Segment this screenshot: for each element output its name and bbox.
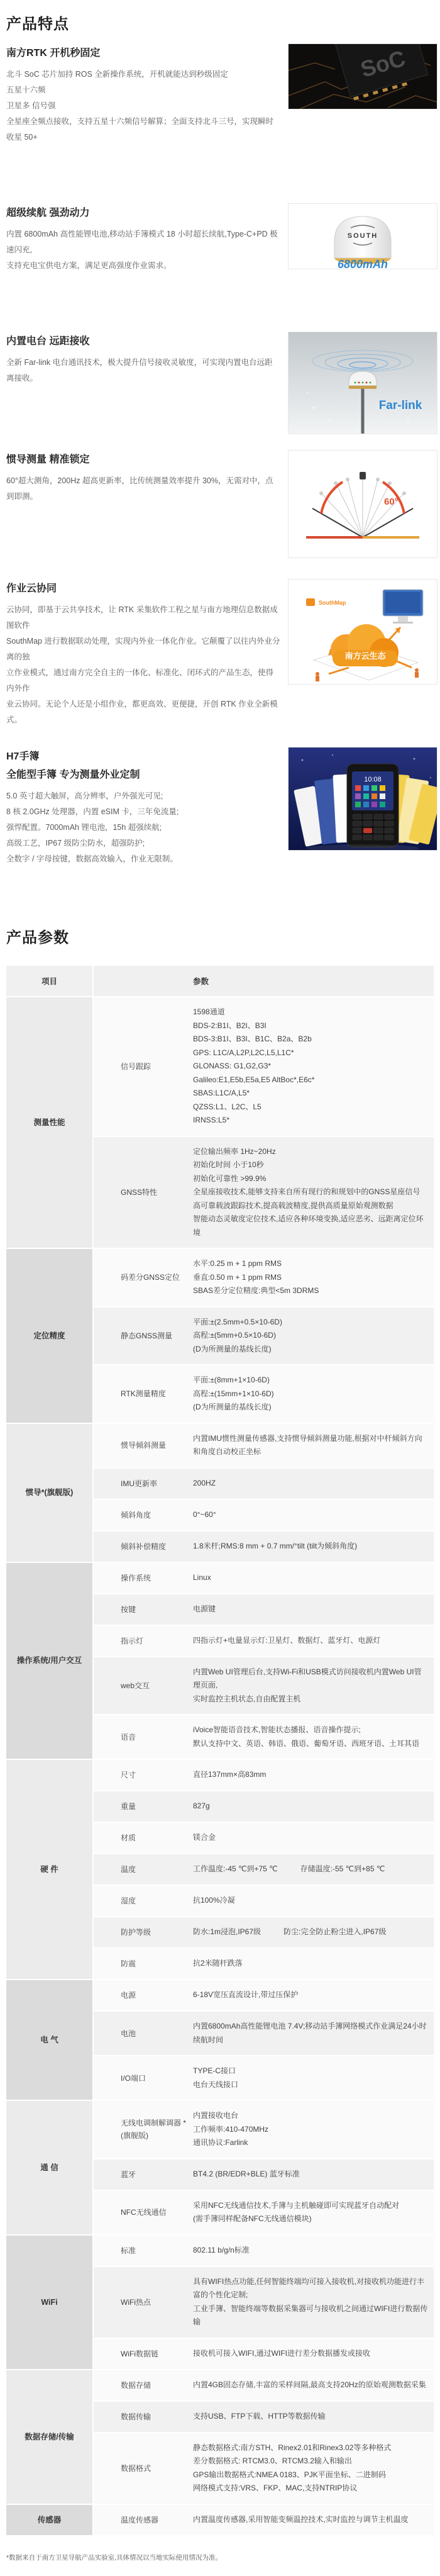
spec-value-line: 内置温度传感器,采用智能变频温控技术,实时监控与调节主机温度 <box>193 2514 409 2524</box>
spec-rows <box>94 1980 434 2100</box>
spec-category-cell: 数据存储/传输 <box>6 2370 92 2504</box>
spec-row-label: 倾斜角度 <box>121 1510 151 1520</box>
spec-rows <box>94 2101 434 2234</box>
spec-group <box>6 1563 434 1759</box>
spec-group <box>6 2101 434 2234</box>
spec-row <box>94 2505 434 2535</box>
spec-value-line: TYPE-C接口 <box>193 2066 236 2075</box>
features-list <box>0 43 440 867</box>
feature-text <box>6 43 280 145</box>
spec-category-cell: 电 气 <box>6 1980 92 2100</box>
spec-row-label: 静态GNSS测量 <box>121 1331 173 1340</box>
feature-body-line: SouthMap 进行数据联动处理，实现内外业一体化作业。它颠覆了以往内外业分离的独 <box>6 637 280 661</box>
feature-body-line: 支持充电宝供电方案，满足更高强度作业需求。 <box>6 261 172 270</box>
spec-value-line: iVoice智能语音技术,智能状态播报、语音操作提示; <box>193 1725 361 1734</box>
spec-row-values <box>193 2064 429 2092</box>
tilt-angle-image <box>289 451 437 557</box>
spec-row-values <box>193 1831 429 1845</box>
spec-row <box>94 1980 434 2010</box>
spec-row-label: WiFi热点 <box>121 2297 151 2307</box>
feature-block <box>6 332 434 434</box>
spec-value-line: GPS输出数据格式:NMEA 0183、PJK平面坐标、二进制码 <box>193 2470 386 2479</box>
spec-row <box>94 1365 434 1423</box>
feature-body-line: 60°超大测角，200Hz 超高更新率，比传统测量效率提升 30%，无需对中，点到即测。 <box>6 476 273 501</box>
feature-text <box>6 579 280 728</box>
spec-row-label: WiFi数据链 <box>121 2349 158 2358</box>
feature-body-line: 五星十六频 <box>6 86 46 94</box>
feature-image-tilt <box>288 450 437 558</box>
svg-text:SoC: SoC <box>357 45 409 82</box>
spec-value-line: SBAS:L1C/A,L5* <box>193 1089 250 1097</box>
spec-row-values <box>193 1988 429 2002</box>
spec-row-label: 数据传输 <box>121 2412 151 2421</box>
spec-row-values <box>193 2244 429 2258</box>
spec-value-line: 静态数据格式:南方STH、Rinex2.01和Rinex3.02等多种格式 <box>193 2443 392 2452</box>
spec-row-values <box>193 2275 429 2329</box>
spec-row-values <box>193 1894 429 1908</box>
spec-value-line: 200HZ <box>193 1478 216 1487</box>
features-section-title: 产品特点 <box>6 16 69 33</box>
spec-value-line: 初始化可靠性 >99.9% <box>193 1173 267 1183</box>
spec-row <box>94 2056 434 2100</box>
spec-row-values <box>193 1862 429 1876</box>
spec-row-values <box>193 2410 429 2424</box>
feature-body-line: 全星座全频点接收，支持五星十六频信号解算；全面支持北斗三号，实现瞬时收星 50+ <box>6 117 274 142</box>
spec-value-line: 定位输出频率 1Hz~20Hz <box>193 1146 276 1156</box>
spec-row-values <box>193 1508 429 1522</box>
feature-text <box>6 450 280 558</box>
spec-group <box>6 1760 434 1979</box>
spec-row-values <box>193 1925 429 1939</box>
feature-body-line: 业云协同。无论个人还是小组作业，都更高效、更便捷，开创 RTK 作业全新模式。 <box>6 700 278 724</box>
spec-row-values <box>193 1540 429 1554</box>
spec-rows <box>94 1249 434 1423</box>
soc-chip-image <box>289 44 437 109</box>
spec-value-line: QZSS:L1、L2C、L5 <box>193 1102 261 1111</box>
spec-value-line: 通讯协议:Farlink <box>193 2138 248 2147</box>
spec-row-values <box>193 1768 429 1782</box>
spec-row-label: 无线电调制解调器 *(旗舰版) <box>121 2119 187 2141</box>
spec-value-line: 0°~60° <box>193 1509 216 1519</box>
spec-table-header <box>6 966 434 996</box>
spec-value-line: SBAS差分定位精度:典型<5m 3DRMS <box>193 1286 319 1295</box>
spec-group <box>6 1980 434 2100</box>
feature-text <box>6 203 280 274</box>
feature-body-line: 全新 Far-link 电台通讯技术，极大提升信号接收灵敏度，可实现内置电台远距离接收。 <box>6 358 273 383</box>
spec-value-line: 电台天线接口 <box>193 2080 239 2089</box>
spec-row-label: 防震 <box>121 1959 136 1968</box>
spec-row <box>94 2236 434 2266</box>
feature-heading: 超级续航 强劲动力 <box>6 208 90 218</box>
spec-row-values <box>193 1374 429 1414</box>
spec-row-values <box>193 2199 429 2226</box>
spec-section <box>6 925 434 2535</box>
spec-row <box>94 1949 434 1979</box>
params-section-title: 产品参数 <box>6 929 69 946</box>
spec-value-line: 内置IMU惯性测量传感器,支持惯导倾斜测量功能,根据对中杆倾斜方向和角度自动校正坐标 <box>193 1433 422 1456</box>
spec-value-line: 电源键 <box>193 1604 216 1613</box>
spec-value-line: BDS-2:B1I、B2I、B3I <box>193 1021 267 1030</box>
spec-value-line: 具有WIFI热点功能,任何智能终端均可接入接收机,对接收机功能进行丰富的个性化定制; <box>193 2276 424 2299</box>
spec-row <box>94 1657 434 1715</box>
spec-row <box>94 2012 434 2055</box>
spec-value-line: 高程:±(15mm+1×10-6D) <box>193 1389 274 1398</box>
spec-value-line: 初始化时间 小于10秒 <box>193 1160 264 1169</box>
feature-body-line: 云协同，即基于云共享技术，让 RTK 采集软件工程之星与南方地理信息数据成图软件 <box>6 605 278 630</box>
spec-category-cell: 操作系统/用户交互 <box>6 1563 92 1759</box>
feature-image-battery <box>288 203 437 269</box>
h7-controller-image <box>289 748 437 850</box>
farlink-radio-image <box>289 332 437 434</box>
svg-text:6800mAh: 6800mAh <box>337 258 388 269</box>
feature-block <box>6 747 434 867</box>
battery-device-image <box>289 204 437 269</box>
spec-row-label: NFC无线通信 <box>121 2208 167 2217</box>
spec-value-line: 6-18V宽压直流设计,带过压保护 <box>193 1990 299 2000</box>
feature-heading: H7手簿 <box>6 751 40 762</box>
spec-group <box>6 2505 434 2535</box>
spec-row <box>94 1563 434 1593</box>
spec-value-line: 智能动态灵敏度定位技术,适应各种环境变换,适应恶劣、远距离定位环境 <box>193 1214 424 1237</box>
feature-body-line: 全数字 / 字母按键，数据高效输入，作业无限制。 <box>6 854 178 863</box>
spec-row-values <box>193 2441 429 2495</box>
feature-text <box>6 332 280 434</box>
spec-rows <box>94 1424 434 1562</box>
spec-value-line: 接收机可接入WIFI,通过WIFI进行差分数据播发或接收 <box>193 2348 370 2358</box>
feature-heading: 惯导测量 精准锁定 <box>6 454 90 465</box>
spec-category-cell: 定位精度 <box>6 1249 92 1423</box>
spec-row-label: 信号跟踪 <box>121 1061 151 1071</box>
spec-value-line: 平面:±(8mm+1×10-6D) <box>193 1375 270 1384</box>
spec-value-line: Linux <box>193 1572 211 1582</box>
spec-group <box>6 2370 434 2504</box>
svg-text:60°: 60° <box>384 496 399 507</box>
spec-row-label: 材质 <box>121 1834 136 1842</box>
feature-block <box>6 203 434 274</box>
feature-body-line: 北斗 SoC 芯片加持 ROS 全新操作系统，开机就能达到秒级固定 <box>6 70 228 79</box>
spec-row <box>94 1823 434 1853</box>
spec-row-label: 重量 <box>121 1802 136 1811</box>
spec-row-label: 温度传感器 <box>121 2515 159 2524</box>
spec-value-line: 高可靠载波跟踪技术,提高载波精度,提供高质量原始观测数据 <box>193 1201 393 1210</box>
spec-row-values <box>193 1316 429 1357</box>
spec-row-values <box>193 2347 429 2361</box>
feature-text <box>6 747 280 867</box>
spec-category-cell: 传感器 <box>6 2505 92 2535</box>
spec-row-values <box>193 1957 429 1971</box>
feature-image-soc <box>288 43 437 109</box>
feature-body-line: 卫星多 信号强 <box>6 101 56 110</box>
spec-row <box>94 1137 434 1248</box>
spec-row <box>94 2370 434 2400</box>
spec-value-line: 抗2米随杆跌落 <box>193 1959 243 1968</box>
feature-body-line: 5.0 英寸超大触屏，高分辨率，户外强光可见; <box>6 792 163 800</box>
spec-row <box>94 997 434 1136</box>
spec-header-item-cell: 项目 <box>6 966 92 996</box>
feature-block <box>6 450 434 558</box>
spec-header-param-cell: 参数 <box>94 966 434 996</box>
spec-row-values <box>193 1257 429 1298</box>
spec-row-label: 蓝牙 <box>121 2170 136 2179</box>
spec-row-label: 码差分GNSS定位 <box>121 1273 180 1282</box>
spec-rows <box>94 2370 434 2504</box>
svg-text:SouthMap: SouthMap <box>319 600 346 606</box>
spec-value-line: 采用NFC无线通信技术,手簿与主机触碰即可实现蓝牙自动配对 <box>193 2200 399 2210</box>
spec-row-values <box>193 2020 429 2047</box>
spec-category-cell: 惯导*(旗舰版) <box>6 1424 92 1562</box>
spec-row-label: 倾斜补偿精度 <box>121 1542 167 1551</box>
spec-row <box>94 2101 434 2158</box>
spec-group <box>6 997 434 1248</box>
feature-block <box>6 43 434 145</box>
spec-row-label: 数据格式 <box>121 2463 151 2473</box>
spec-row-label: 数据存储 <box>121 2380 151 2390</box>
spec-row-label: 操作系统 <box>121 1573 151 1582</box>
spec-row-values <box>193 1723 429 1750</box>
feature-body-line: 高级工艺，IP67 级防尘防水，超强防护; <box>6 839 145 848</box>
spec-row-label: 按键 <box>121 1604 136 1614</box>
spec-row-label: RTK测量精度 <box>121 1389 166 1399</box>
feature-subheading: 全能型手簿 专为测量外业定制 <box>6 770 140 780</box>
spec-value-line: 高程:±(5mm+0.5×10-6D) <box>193 1331 276 1340</box>
svg-text:Far-link: Far-link <box>378 399 422 412</box>
spec-row <box>94 2433 434 2504</box>
spec-row-values <box>193 1666 429 1706</box>
spec-value-line: 内置Web UI管理后台,支持Wi-Fi和USB模式访问接收机内置Web UI管理页面, <box>193 1667 422 1689</box>
feature-heading: 南方RTK 开机秒固定 <box>6 48 101 59</box>
spec-row-values <box>193 2378 429 2392</box>
spec-row <box>94 1715 434 1759</box>
spec-category-cell: 通 信 <box>6 2101 92 2234</box>
spec-rows <box>94 997 434 1248</box>
spec-row-values <box>193 1634 429 1648</box>
spec-value-line: 全星座接收技术,能够支持来自所有现行的和规划中的GNSS星座信号 <box>193 1187 421 1196</box>
spec-row <box>94 2267 434 2338</box>
spec-value-line: 内置6800mAh高性能锂电池 7.4V;移动站手簿网络模式作业满足24小时续航时间 <box>193 2022 427 2044</box>
spec-value-line: 827g <box>193 1801 210 1811</box>
spec-value-line: 1.8米杆;RMS:8 mm + 0.7 mm/°tilt (tilt为倾斜角度) <box>193 1541 358 1550</box>
spec-row <box>94 2159 434 2190</box>
feature-block <box>6 579 434 728</box>
spec-value-line: 四指示灯+电量显示灯:卫星灯、数据灯、蓝牙灯、电源灯 <box>193 1635 381 1645</box>
spec-row <box>94 1886 434 1916</box>
footnote: *数据来自于南方卫星导航产品实验室,具体情况以当地实际使用情况为准。 <box>6 2553 223 2562</box>
spec-row-values <box>193 1005 429 1128</box>
spec-value-line: 1598通道 <box>193 1007 225 1016</box>
spec-row-label: I/O端口 <box>121 2073 146 2083</box>
spec-row-values <box>193 2109 429 2150</box>
spec-row-values <box>193 1603 429 1616</box>
spec-value-line: (D为所测量的基线长度) <box>193 1344 272 1353</box>
spec-value-line: 直径137mm×高83mm <box>193 1770 267 1779</box>
spec-value-line: 防水:1m浸泡,IP67级 防尘:完全防止粉尘进入,IP67级 <box>193 1927 387 1937</box>
spec-value-line: 内置4GB固态存储,丰富的采样间隔,最高支持20Hz的原始观测数据采集 <box>193 2380 426 2389</box>
feature-body-line: 立作业模式，通过南方完全自主的一体化、标准化、闭环式的产品生态，使得内外作 <box>6 668 274 693</box>
spec-row-label: GNSS特性 <box>121 1187 158 1197</box>
spec-row <box>94 1500 434 1530</box>
spec-value-line: 水平:0.25 m + 1 ppm RMS <box>193 1259 282 1268</box>
spec-table <box>6 966 434 2535</box>
spec-row-label: 温度 <box>121 1865 136 1874</box>
spec-row <box>94 1249 434 1306</box>
spec-rows <box>94 1563 434 1759</box>
spec-category-cell: 测量性能 <box>6 997 92 1248</box>
spec-value-line: (D为所测量的基线长度) <box>193 1403 272 1411</box>
feature-heading: 作业云协同 <box>6 583 57 594</box>
spec-table-body <box>6 997 434 2535</box>
spec-row <box>94 1532 434 1562</box>
spec-value-line: 支持USB、FTP下载、HTTP等数据传输 <box>193 2411 326 2421</box>
feature-heading: 内置电台 远距接收 <box>6 336 90 347</box>
spec-group <box>6 1424 434 1562</box>
spec-row <box>94 1791 434 1822</box>
cloud-collaboration-image <box>289 580 437 684</box>
spec-value-line: BT4.2 (BR/EDR+BLE) 蓝牙标准 <box>193 2169 300 2178</box>
svg-text:10:08: 10:08 <box>364 776 382 783</box>
feature-body-line: 8 核 2.0GHz 处理器，内置 eSIM 卡，三年免流量; <box>6 807 179 816</box>
spec-rows <box>94 2236 434 2369</box>
spec-value-line: GLONASS: G1,G2,G3* <box>193 1061 272 1070</box>
spec-row-label: 电源 <box>121 1991 136 2000</box>
spec-group <box>6 1249 434 1423</box>
spec-value-line: 抗100%冷凝 <box>193 1896 235 1905</box>
spec-row-label: 标准 <box>121 2246 136 2255</box>
spec-value-line: 工作温度:-45 ℃到+75 ℃ 存储温度:-55 ℃到+85 ℃ <box>193 1864 385 1874</box>
spec-value-line: 镁合金 <box>193 1833 216 1842</box>
feature-image-farlink <box>288 332 437 434</box>
svg-text:南方云生态: 南方云生态 <box>344 651 386 661</box>
spec-row-label: 尺寸 <box>121 1771 136 1779</box>
spec-value-line: 802.11 b/g/n标准 <box>193 2245 250 2254</box>
spec-row <box>94 2339 434 2369</box>
spec-value-line: 工作频率:410-470MHz <box>193 2124 269 2134</box>
spec-row-values <box>193 2168 429 2181</box>
spec-value-line: GPS: L1C/A,L2P,L2C,L5,L1C* <box>193 1048 294 1057</box>
spec-row <box>94 1424 434 1467</box>
spec-row-values <box>193 1571 429 1585</box>
spec-row-values <box>193 1800 429 1813</box>
spec-row-label: web交互 <box>121 1681 150 1690</box>
spec-row-label: 惯导倾斜测量 <box>121 1441 167 1450</box>
feature-body-line: 内置 6800mAh 高性能锂电池,移动站手簿模式 18 小时超长续航,Type-C+PD 极速闪充, <box>6 230 278 254</box>
spec-row-label: 电池 <box>121 2029 136 2038</box>
spec-rows <box>94 1760 434 1979</box>
spec-value-line: (需手簿同样配备NFC无线通信模块) <box>193 2214 312 2223</box>
spec-row-values <box>193 1145 429 1240</box>
spec-row-values <box>193 2513 429 2527</box>
spec-row-values <box>193 1477 429 1491</box>
spec-row-label: 防护等级 <box>121 1928 151 1937</box>
spec-value-line: IRNSS:L5* <box>193 1116 230 1124</box>
spec-row-label: 湿度 <box>121 1896 136 1905</box>
spec-value-line: 差分数据格式: RTCM3.0、RTCM3.2输入和输出 <box>193 2456 352 2465</box>
spec-row <box>94 1917 434 1947</box>
spec-row <box>94 2402 434 2432</box>
spec-row-label: 指示灯 <box>121 1636 144 1645</box>
spec-group <box>6 2236 434 2369</box>
spec-value-line: 平面:±(2.5mm+0.5×10-6D) <box>193 1317 282 1326</box>
spec-value-line: 垂直:0.50 m + 1 ppm RMS <box>193 1272 282 1282</box>
feature-image-cloud <box>288 579 437 685</box>
spec-value-line: 内置接收电台 <box>193 2111 239 2120</box>
svg-text:SOUTH: SOUTH <box>347 232 378 240</box>
spec-row <box>94 1308 434 1365</box>
spec-row <box>94 1626 434 1656</box>
spec-row <box>94 1760 434 1790</box>
spec-value-line: 实时监控主机状态,自由配置主机 <box>193 1694 301 1703</box>
spec-row <box>94 1469 434 1499</box>
spec-row-label: IMU更新率 <box>121 1479 157 1488</box>
spec-row <box>94 1854 434 1884</box>
spec-value-line: 网络模式支持:VRS、FKP、MAC,支持NTRIP协议 <box>193 2484 358 2492</box>
spec-row <box>94 1594 434 1625</box>
spec-category-cell: 硬 件 <box>6 1760 92 1979</box>
feature-image-h7 <box>288 747 437 851</box>
spec-row-values <box>193 1432 429 1459</box>
feature-body-line: 强悍配置。7000mAh 锂电池，15h 超强续航; <box>6 823 162 832</box>
spec-value-line: BDS-3:B1I、B3I、B1C、B2a、B2b <box>193 1034 312 1043</box>
spec-value-line: 默认支持中文、英语、韩语、俄语、葡萄牙语、西班牙语、土耳其语 <box>193 1739 420 1748</box>
spec-row-label: 语音 <box>121 1732 136 1742</box>
spec-category-cell: WiFi <box>6 2236 92 2369</box>
spec-rows <box>94 2505 434 2535</box>
spec-value-line: Galileo:E1,E5b,E5a,E5 AltBoc*,E6c* <box>193 1075 315 1084</box>
spec-value-line: 工业手簿、智能终端等数据采集器可与接收机之间通过WIFI进行数据传输 <box>193 2304 428 2326</box>
spec-row <box>94 2191 434 2234</box>
